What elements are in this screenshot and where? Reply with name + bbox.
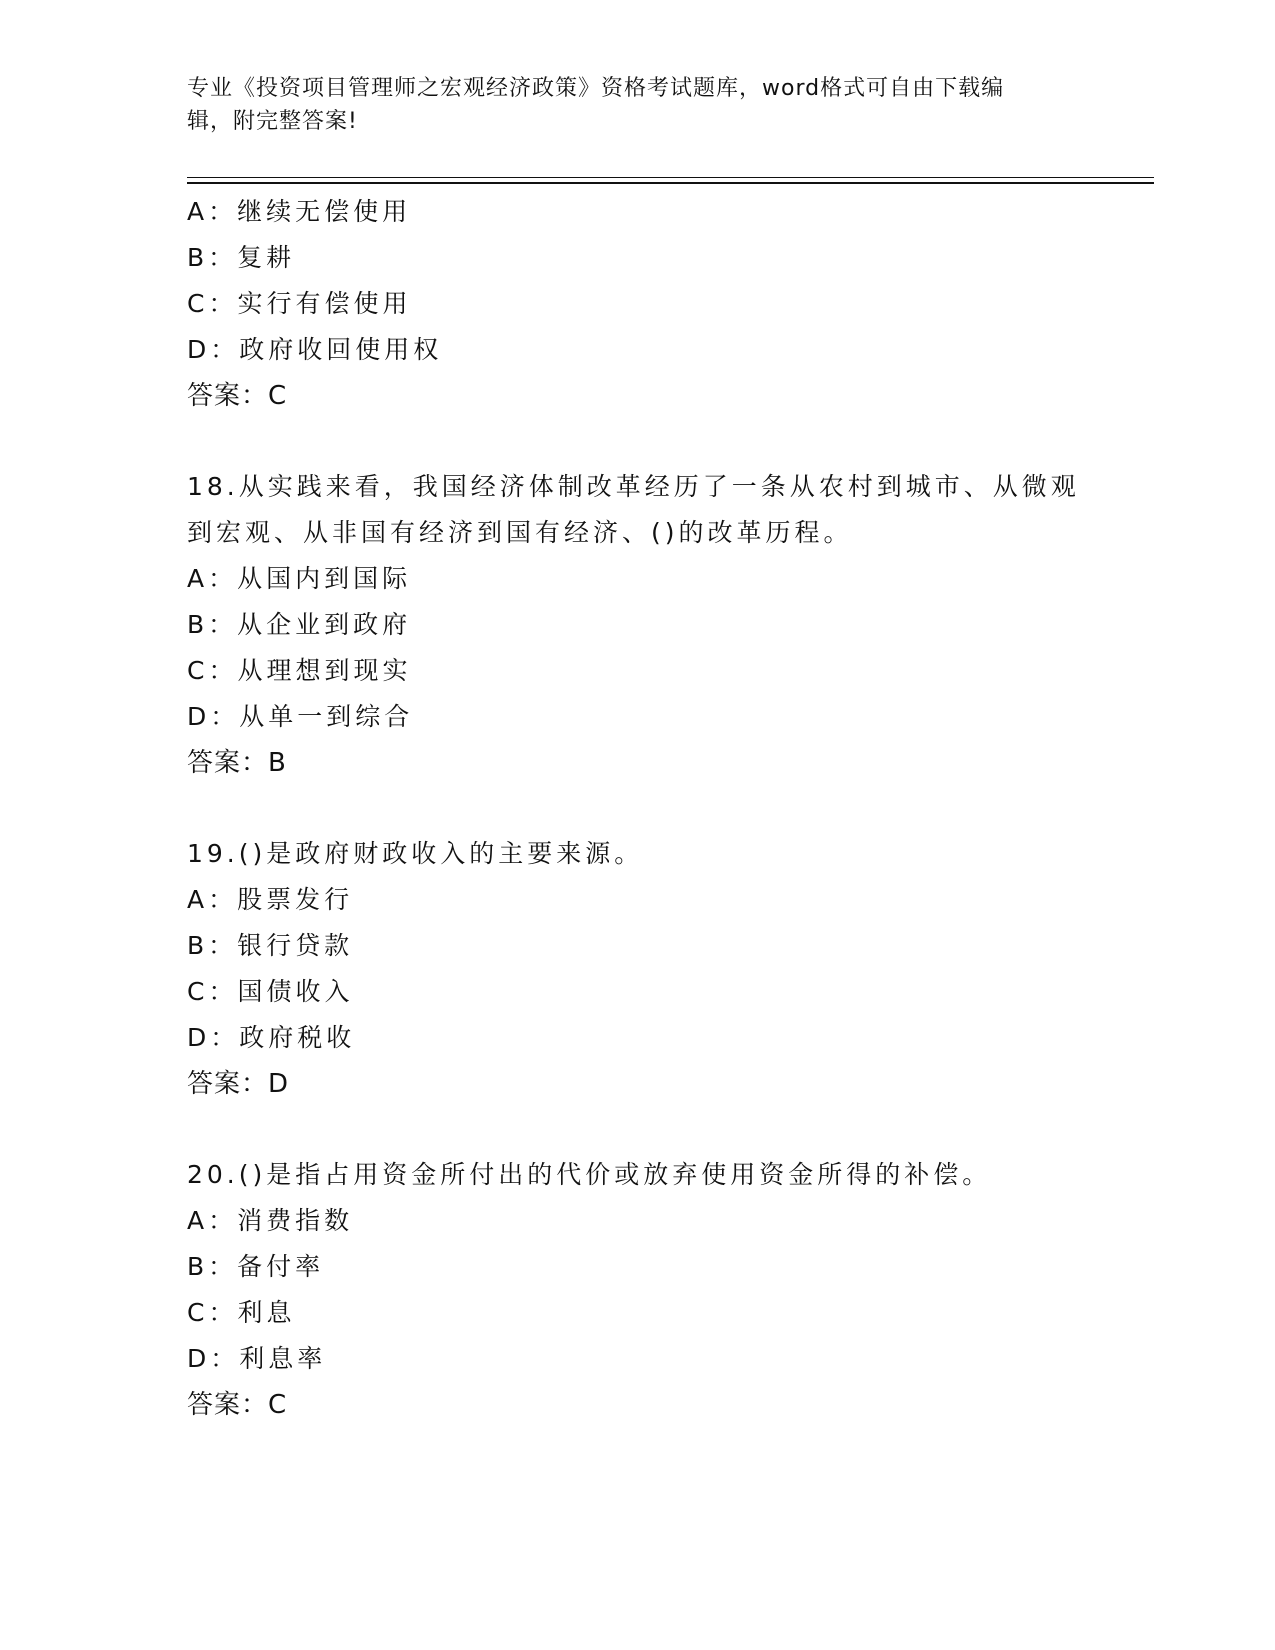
q19-option-b: B：银行贷款 (187, 931, 354, 960)
q20-answer: 答案：C (187, 1390, 288, 1420)
q18-stem-line-2: 到宏观、从非国有经济到国有经济、()的改革历程。 (187, 518, 853, 547)
q19-stem: 19.()是政府财政收入的主要来源。 (187, 839, 644, 868)
header-line-2: 辑，附完整答案! (187, 109, 358, 134)
question-list (187, 189, 1107, 1428)
header-divider-thin (187, 177, 1154, 178)
q18-option-b: B：从企业到政府 (187, 610, 412, 639)
q17-option-a: A：继续无偿使用 (187, 197, 412, 226)
spacer (187, 786, 1107, 831)
q17-option-b: B：复耕 (187, 243, 296, 272)
question-19 (187, 831, 1107, 1107)
q17-option-d: D：政府收回使用权 (187, 335, 443, 364)
header-line-1: 专业《投资项目管理师之宏观经济政策》资格考试题库，word格式可自由下载编 (187, 76, 1005, 101)
q17-answer: 答案：C (187, 381, 288, 411)
spacer (187, 419, 1107, 464)
q18-stem-line-1: 18.从实践来看，我国经济体制改革经历了一条从农村到城市、从微观 (187, 472, 1080, 501)
q19-option-c: C：国债收入 (187, 977, 354, 1006)
q18-answer: 答案：B (187, 748, 287, 778)
q20-option-c: C：利息 (187, 1298, 296, 1327)
q17-option-c: C：实行有偿使用 (187, 289, 412, 318)
q19-option-a: A：股票发行 (187, 885, 354, 914)
spacer (187, 1107, 1107, 1152)
q18-option-d: D：从单一到综合 (187, 702, 414, 731)
q20-option-d: D：利息率 (187, 1344, 327, 1373)
question-17 (187, 189, 1107, 419)
q18-option-c: C：从理想到现实 (187, 656, 412, 685)
q20-option-a: A：消费指数 (187, 1206, 354, 1235)
document-header (187, 72, 1087, 138)
q20-stem: 20.()是指占用资金所付出的代价或放弃使用资金所得的补偿。 (187, 1160, 992, 1189)
header-divider-thick (187, 182, 1154, 184)
question-20 (187, 1152, 1107, 1428)
q19-answer: 答案：D (187, 1069, 290, 1099)
q18-option-a: A：从国内到国际 (187, 564, 412, 593)
q19-option-d: D：政府税收 (187, 1023, 356, 1052)
question-18 (187, 464, 1107, 786)
q20-option-b: B：备付率 (187, 1252, 325, 1281)
